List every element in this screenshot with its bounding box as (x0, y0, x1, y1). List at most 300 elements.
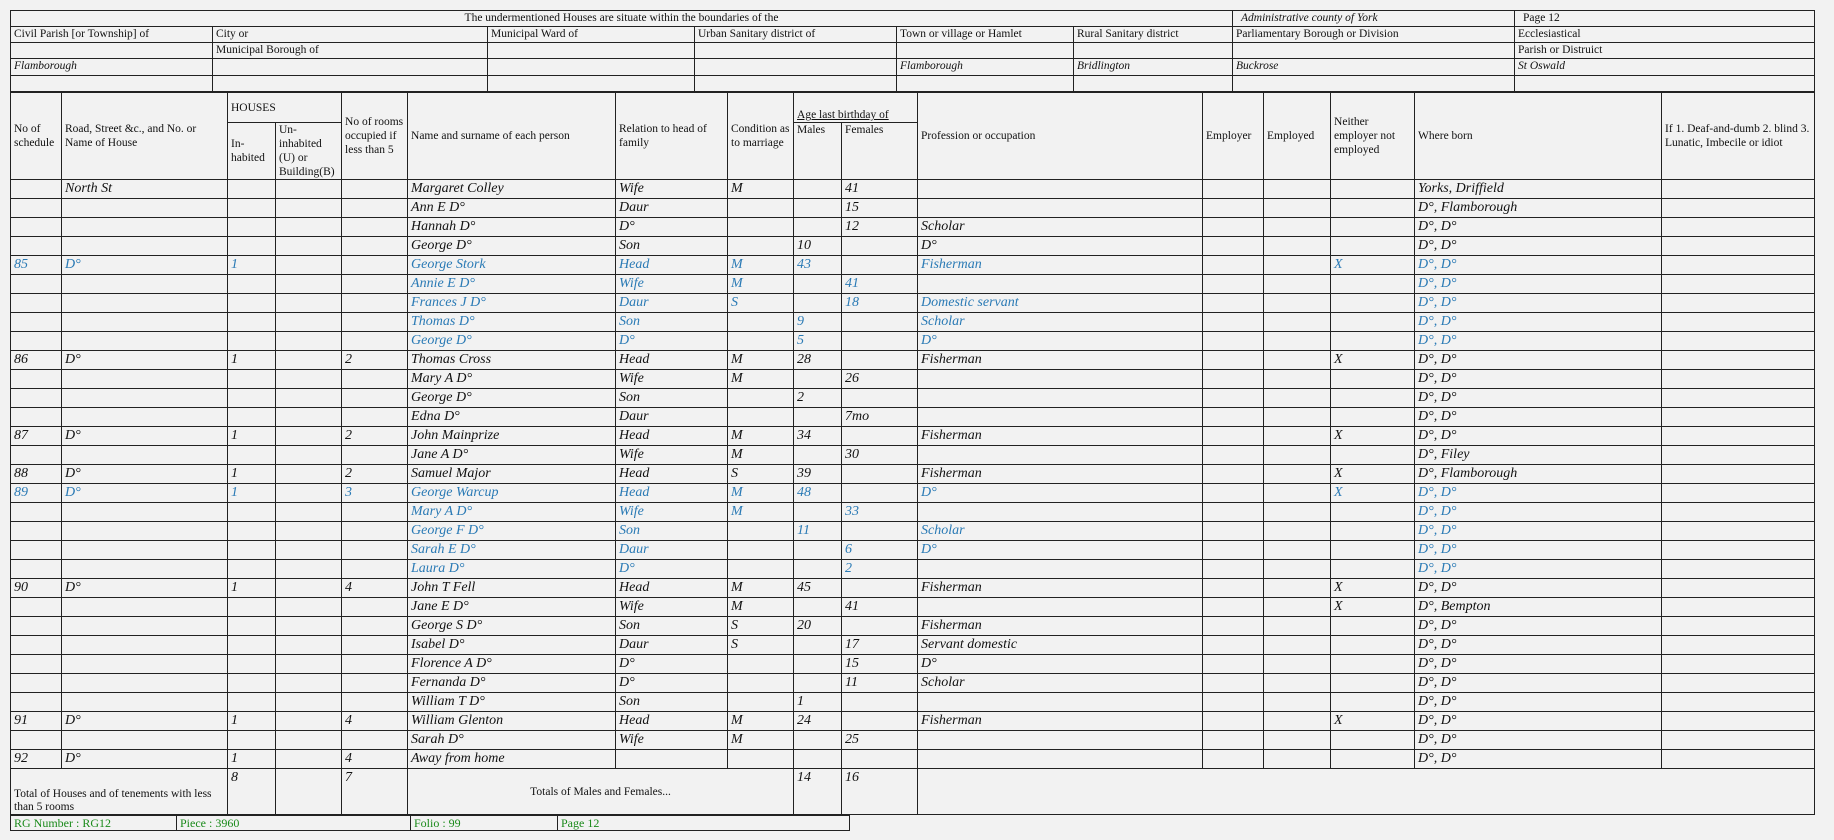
name-cell: Thomas D° (408, 313, 616, 332)
employer-cell (1203, 503, 1264, 522)
birthplace-cell: D°, D° (1415, 712, 1662, 731)
rooms-cell (342, 598, 408, 617)
inhabited-cell (228, 389, 276, 408)
male-age-cell (794, 180, 842, 199)
employed-cell (1264, 617, 1331, 636)
uninhabited-cell (276, 351, 342, 370)
rooms-cell (342, 199, 408, 218)
uninhabited-cell (276, 636, 342, 655)
table-row (11, 427, 1815, 446)
household-register (10, 92, 1815, 815)
condition-cell (728, 674, 794, 693)
inhabited-cell (228, 522, 276, 541)
road-cell: North St (62, 180, 228, 199)
col-age: Age last birthday of (797, 109, 889, 121)
table-row (11, 655, 1815, 674)
employer-cell (1203, 408, 1264, 427)
road-cell: D° (62, 712, 228, 731)
road-cell (62, 655, 228, 674)
parliamentary-label: Parliamentary Borough or Division (1233, 27, 1515, 43)
birthplace-cell: D°, D° (1415, 655, 1662, 674)
schedule-cell (11, 617, 62, 636)
birthplace-cell: D°, D° (1415, 256, 1662, 275)
name-cell: Edna D° (408, 408, 616, 427)
neither-cell: X (1331, 427, 1415, 446)
road-cell (62, 636, 228, 655)
schedule-cell: 86 (11, 351, 62, 370)
schedule-cell (11, 560, 62, 579)
enumeration-header (10, 10, 1815, 92)
schedule-cell: 90 (11, 579, 62, 598)
neither-cell (1331, 370, 1415, 389)
road-cell: D° (62, 579, 228, 598)
male-age-cell: 11 (794, 522, 842, 541)
road-cell (62, 674, 228, 693)
birthplace-cell: Yorks, Driffield (1415, 180, 1662, 199)
employer-cell (1203, 218, 1264, 237)
condition-cell: M (728, 503, 794, 522)
inhabited-cell: 1 (228, 427, 276, 446)
col-rooms: No of rooms occupied if less than 5 (342, 93, 408, 180)
name-cell: William T D° (408, 693, 616, 712)
infirmity-cell (1662, 579, 1815, 598)
neither-cell (1331, 617, 1415, 636)
relation-cell: Wife (616, 370, 728, 389)
employed-cell (1264, 484, 1331, 503)
birthplace-cell: D°, D° (1415, 427, 1662, 446)
neither-cell (1331, 503, 1415, 522)
rooms-cell (342, 294, 408, 313)
rooms-cell (342, 389, 408, 408)
neither-cell (1331, 560, 1415, 579)
birthplace-cell: D°, D° (1415, 503, 1662, 522)
employer-cell (1203, 427, 1264, 446)
city-label: City or (213, 27, 488, 43)
neither-cell: X (1331, 256, 1415, 275)
employer-cell (1203, 731, 1264, 750)
urban-sanitary-label: Urban Sanitary district of (695, 27, 897, 43)
table-row (11, 351, 1815, 370)
employer-cell (1203, 750, 1264, 769)
uninhabited-cell (276, 750, 342, 769)
birthplace-cell: D°, D° (1415, 579, 1662, 598)
condition-cell (728, 522, 794, 541)
females-total: 16 (842, 769, 918, 815)
employed-cell (1264, 674, 1331, 693)
neither-cell: X (1331, 579, 1415, 598)
birthplace-cell: D°, Flamborough (1415, 199, 1662, 218)
col-name: Name and surname of each person (408, 93, 616, 180)
occupation-cell (918, 180, 1203, 199)
uninhabited-cell (276, 465, 342, 484)
female-age-cell (842, 465, 918, 484)
road-cell: D° (62, 256, 228, 275)
infirmity-cell (1662, 541, 1815, 560)
female-age-cell: 15 (842, 655, 918, 674)
col-condition: Condition as to marriage (728, 93, 794, 180)
schedule-cell (11, 389, 62, 408)
infirmity-cell (1662, 503, 1815, 522)
rg-number: RG Number : RG12 (11, 816, 177, 831)
employer-cell (1203, 256, 1264, 275)
infirmity-cell (1662, 275, 1815, 294)
female-age-cell (842, 256, 918, 275)
employed-cell (1264, 750, 1331, 769)
schedule-cell (11, 275, 62, 294)
infirmity-cell (1662, 750, 1815, 769)
birthplace-cell: D°, D° (1415, 731, 1662, 750)
urban-sanitary-value (695, 59, 897, 76)
infirmity-cell (1662, 484, 1815, 503)
rooms-cell (342, 674, 408, 693)
road-cell (62, 313, 228, 332)
rooms-cell (342, 617, 408, 636)
occupation-cell: Fisherman (918, 427, 1203, 446)
employed-cell (1264, 332, 1331, 351)
female-age-cell (842, 484, 918, 503)
road-cell (62, 332, 228, 351)
name-cell: Mary A D° (408, 503, 616, 522)
uninhabited-cell (276, 256, 342, 275)
infirmity-cell (1662, 712, 1815, 731)
female-age-cell (842, 332, 918, 351)
name-cell: Frances J D° (408, 294, 616, 313)
neither-cell: X (1331, 598, 1415, 617)
employed-cell (1264, 275, 1331, 294)
condition-cell (728, 332, 794, 351)
schedule-cell (11, 237, 62, 256)
relation-cell: Head (616, 712, 728, 731)
employed-cell (1264, 693, 1331, 712)
uninhabited-cell (276, 598, 342, 617)
uninhabited-cell (276, 389, 342, 408)
table-row (11, 332, 1815, 351)
road-cell (62, 218, 228, 237)
birthplace-cell: D°, Filey (1415, 446, 1662, 465)
col-employed: Employed (1264, 93, 1331, 180)
col-where-born: Where born (1415, 93, 1662, 180)
employer-cell (1203, 693, 1264, 712)
birthplace-cell: D°, D° (1415, 750, 1662, 769)
employer-cell (1203, 598, 1264, 617)
neither-cell (1331, 275, 1415, 294)
male-age-cell: 48 (794, 484, 842, 503)
inhabited-cell (228, 655, 276, 674)
rooms-cell (342, 313, 408, 332)
table-row (11, 522, 1815, 541)
occupation-cell: D° (918, 484, 1203, 503)
road-cell (62, 522, 228, 541)
employer-cell (1203, 199, 1264, 218)
uninhabited-cell (276, 541, 342, 560)
relation-cell: D° (616, 332, 728, 351)
male-age-cell (794, 446, 842, 465)
female-age-cell: 2 (842, 560, 918, 579)
infirmity-cell (1662, 598, 1815, 617)
employer-cell (1203, 465, 1264, 484)
male-age-cell: 20 (794, 617, 842, 636)
infirmity-cell (1662, 199, 1815, 218)
uninhabited-cell (276, 731, 342, 750)
col-schedule: No of schedule (11, 93, 62, 180)
relation-cell: Wife (616, 180, 728, 199)
birthplace-cell: D°, D° (1415, 332, 1662, 351)
uninhabited-cell (276, 199, 342, 218)
condition-cell: M (728, 256, 794, 275)
road-cell (62, 503, 228, 522)
uninhabited-cell (276, 446, 342, 465)
occupation-cell (918, 408, 1203, 427)
table-row (11, 313, 1815, 332)
census-sheet (10, 10, 1814, 831)
female-age-cell: 25 (842, 731, 918, 750)
inhabited-cell: 1 (228, 351, 276, 370)
employer-cell (1203, 446, 1264, 465)
boundaries-banner: The undermentioned Houses are situate within the boundaries of the (11, 11, 1233, 27)
occupation-cell: Fisherman (918, 351, 1203, 370)
birthplace-cell: D°, D° (1415, 408, 1662, 427)
rooms-cell (342, 256, 408, 275)
name-cell: Fernanda D° (408, 674, 616, 693)
employer-cell (1203, 617, 1264, 636)
schedule-cell: 92 (11, 750, 62, 769)
town-value: Flamborough (897, 59, 1074, 76)
relation-cell: Daur (616, 199, 728, 218)
employer-cell (1203, 351, 1264, 370)
male-age-cell: 24 (794, 712, 842, 731)
occupation-cell: Scholar (918, 674, 1203, 693)
col-males: Males (794, 123, 842, 180)
table-row (11, 693, 1815, 712)
schedule-cell (11, 408, 62, 427)
col-houses: HOUSES (228, 93, 342, 123)
condition-cell (728, 313, 794, 332)
birthplace-cell: D°, D° (1415, 674, 1662, 693)
condition-cell: M (728, 370, 794, 389)
infirmity-cell (1662, 522, 1815, 541)
employed-cell (1264, 655, 1331, 674)
table-row (11, 579, 1815, 598)
relation-cell: Son (616, 237, 728, 256)
employed-cell (1264, 237, 1331, 256)
birthplace-cell: D°, D° (1415, 275, 1662, 294)
table-row (11, 218, 1815, 237)
inhabited-cell (228, 503, 276, 522)
table-row (11, 199, 1815, 218)
relation-cell: Wife (616, 446, 728, 465)
female-age-cell: 41 (842, 180, 918, 199)
schedule-cell (11, 674, 62, 693)
occupation-cell (918, 693, 1203, 712)
female-age-cell (842, 427, 918, 446)
male-age-cell (794, 750, 842, 769)
relation-cell (616, 750, 728, 769)
piece-number: Piece : 3960 (177, 816, 411, 831)
infirmity-cell (1662, 617, 1815, 636)
employed-cell (1264, 294, 1331, 313)
infirmity-cell (1662, 313, 1815, 332)
male-age-cell: 2 (794, 389, 842, 408)
neither-cell: X (1331, 484, 1415, 503)
condition-cell: M (728, 180, 794, 199)
relation-cell: Head (616, 351, 728, 370)
table-row (11, 256, 1815, 275)
parliamentary-value: Buckrose (1233, 59, 1515, 76)
schedule-cell (11, 731, 62, 750)
female-age-cell: 17 (842, 636, 918, 655)
relation-cell: Son (616, 313, 728, 332)
occupation-cell: Scholar (918, 218, 1203, 237)
name-cell: John T Fell (408, 579, 616, 598)
rooms-cell (342, 218, 408, 237)
relation-cell: Wife (616, 503, 728, 522)
name-cell: Annie E D° (408, 275, 616, 294)
male-age-cell: 45 (794, 579, 842, 598)
occupation-cell: Fisherman (918, 712, 1203, 731)
table-row (11, 503, 1815, 522)
rural-sanitary-label: Rural Sanitary district (1074, 27, 1233, 43)
name-cell: Laura D° (408, 560, 616, 579)
employed-cell (1264, 598, 1331, 617)
occupation-cell (918, 560, 1203, 579)
occupation-cell (918, 446, 1203, 465)
road-cell: D° (62, 351, 228, 370)
occupation-cell: Fisherman (918, 579, 1203, 598)
name-cell: Jane A D° (408, 446, 616, 465)
occupation-cell (918, 199, 1203, 218)
schedule-cell (11, 636, 62, 655)
neither-cell (1331, 313, 1415, 332)
name-cell: Isabel D° (408, 636, 616, 655)
occupation-cell: Fisherman (918, 465, 1203, 484)
uninhabited-cell (276, 180, 342, 199)
name-cell: George D° (408, 237, 616, 256)
relation-cell: Head (616, 465, 728, 484)
occupation-cell: Servant domestic (918, 636, 1203, 655)
name-cell: George F D° (408, 522, 616, 541)
male-age-cell (794, 275, 842, 294)
condition-cell (728, 218, 794, 237)
condition-cell (728, 389, 794, 408)
inhabited-cell (228, 693, 276, 712)
neither-cell (1331, 750, 1415, 769)
rural-sanitary-value: Bridlington (1074, 59, 1233, 76)
table-row (11, 294, 1815, 313)
ward-label: Municipal Ward of (488, 27, 695, 43)
birthplace-cell: D°, D° (1415, 294, 1662, 313)
inhabited-cell (228, 731, 276, 750)
table-row (11, 370, 1815, 389)
male-age-cell (794, 503, 842, 522)
rooms-total: 7 (342, 769, 408, 815)
relation-cell: Wife (616, 598, 728, 617)
ecclesiastical-label: Ecclesiastical (1515, 27, 1815, 43)
employed-cell (1264, 351, 1331, 370)
col-females: Females (842, 123, 918, 180)
male-age-cell (794, 560, 842, 579)
rooms-cell: 2 (342, 351, 408, 370)
occupation-cell (918, 389, 1203, 408)
neither-cell (1331, 731, 1415, 750)
relation-cell: Son (616, 693, 728, 712)
inhabited-cell (228, 674, 276, 693)
infirmity-cell (1662, 465, 1815, 484)
schedule-cell (11, 313, 62, 332)
employer-cell (1203, 389, 1264, 408)
schedule-cell (11, 199, 62, 218)
neither-cell: X (1331, 351, 1415, 370)
schedule-cell: 89 (11, 484, 62, 503)
employed-cell (1264, 427, 1331, 446)
relation-cell: Son (616, 617, 728, 636)
infirmity-cell (1662, 427, 1815, 446)
uninhabited-cell (276, 332, 342, 351)
mf-total-label: Totals of Males and Females... (408, 769, 794, 815)
employed-cell (1264, 313, 1331, 332)
employer-cell (1203, 522, 1264, 541)
inhabited-cell: 1 (228, 712, 276, 731)
city-value (213, 59, 488, 76)
road-cell (62, 370, 228, 389)
occupation-cell: Fisherman (918, 256, 1203, 275)
uninhabited-cell (276, 313, 342, 332)
civil-parish-value: Flamborough (11, 59, 213, 76)
uninhabited-cell (276, 579, 342, 598)
condition-cell (728, 408, 794, 427)
schedule-cell (11, 446, 62, 465)
male-age-cell (794, 731, 842, 750)
female-age-cell: 41 (842, 598, 918, 617)
col-relation: Relation to head of family (616, 93, 728, 180)
rooms-cell (342, 655, 408, 674)
employed-cell (1264, 218, 1331, 237)
condition-cell (728, 750, 794, 769)
rooms-cell (342, 408, 408, 427)
male-age-cell: 43 (794, 256, 842, 275)
occupation-cell (918, 598, 1203, 617)
female-age-cell (842, 522, 918, 541)
birthplace-cell: D°, D° (1415, 636, 1662, 655)
inhabited-cell (228, 370, 276, 389)
inhabited-cell (228, 180, 276, 199)
occupation-cell (918, 731, 1203, 750)
inhabited-cell (228, 275, 276, 294)
employer-cell (1203, 712, 1264, 731)
uninhabited-cell (276, 294, 342, 313)
birthplace-cell: D°, D° (1415, 218, 1662, 237)
rooms-cell (342, 237, 408, 256)
uninhabited-cell (276, 674, 342, 693)
relation-cell: Head (616, 427, 728, 446)
female-age-cell (842, 579, 918, 598)
col-employer: Employer (1203, 93, 1264, 180)
neither-cell: X (1331, 465, 1415, 484)
name-cell: George D° (408, 389, 616, 408)
uninhabited-cell (276, 560, 342, 579)
relation-cell: Head (616, 484, 728, 503)
infirmity-cell (1662, 218, 1815, 237)
infirmity-cell (1662, 731, 1815, 750)
infirmity-cell (1662, 560, 1815, 579)
name-cell: Thomas Cross (408, 351, 616, 370)
male-age-cell: 9 (794, 313, 842, 332)
infirmity-cell (1662, 351, 1815, 370)
rooms-cell (342, 503, 408, 522)
employed-cell (1264, 408, 1331, 427)
ecclesiastical-value: St Oswald (1515, 59, 1815, 76)
employed-cell (1264, 560, 1331, 579)
occupation-cell (918, 750, 1203, 769)
